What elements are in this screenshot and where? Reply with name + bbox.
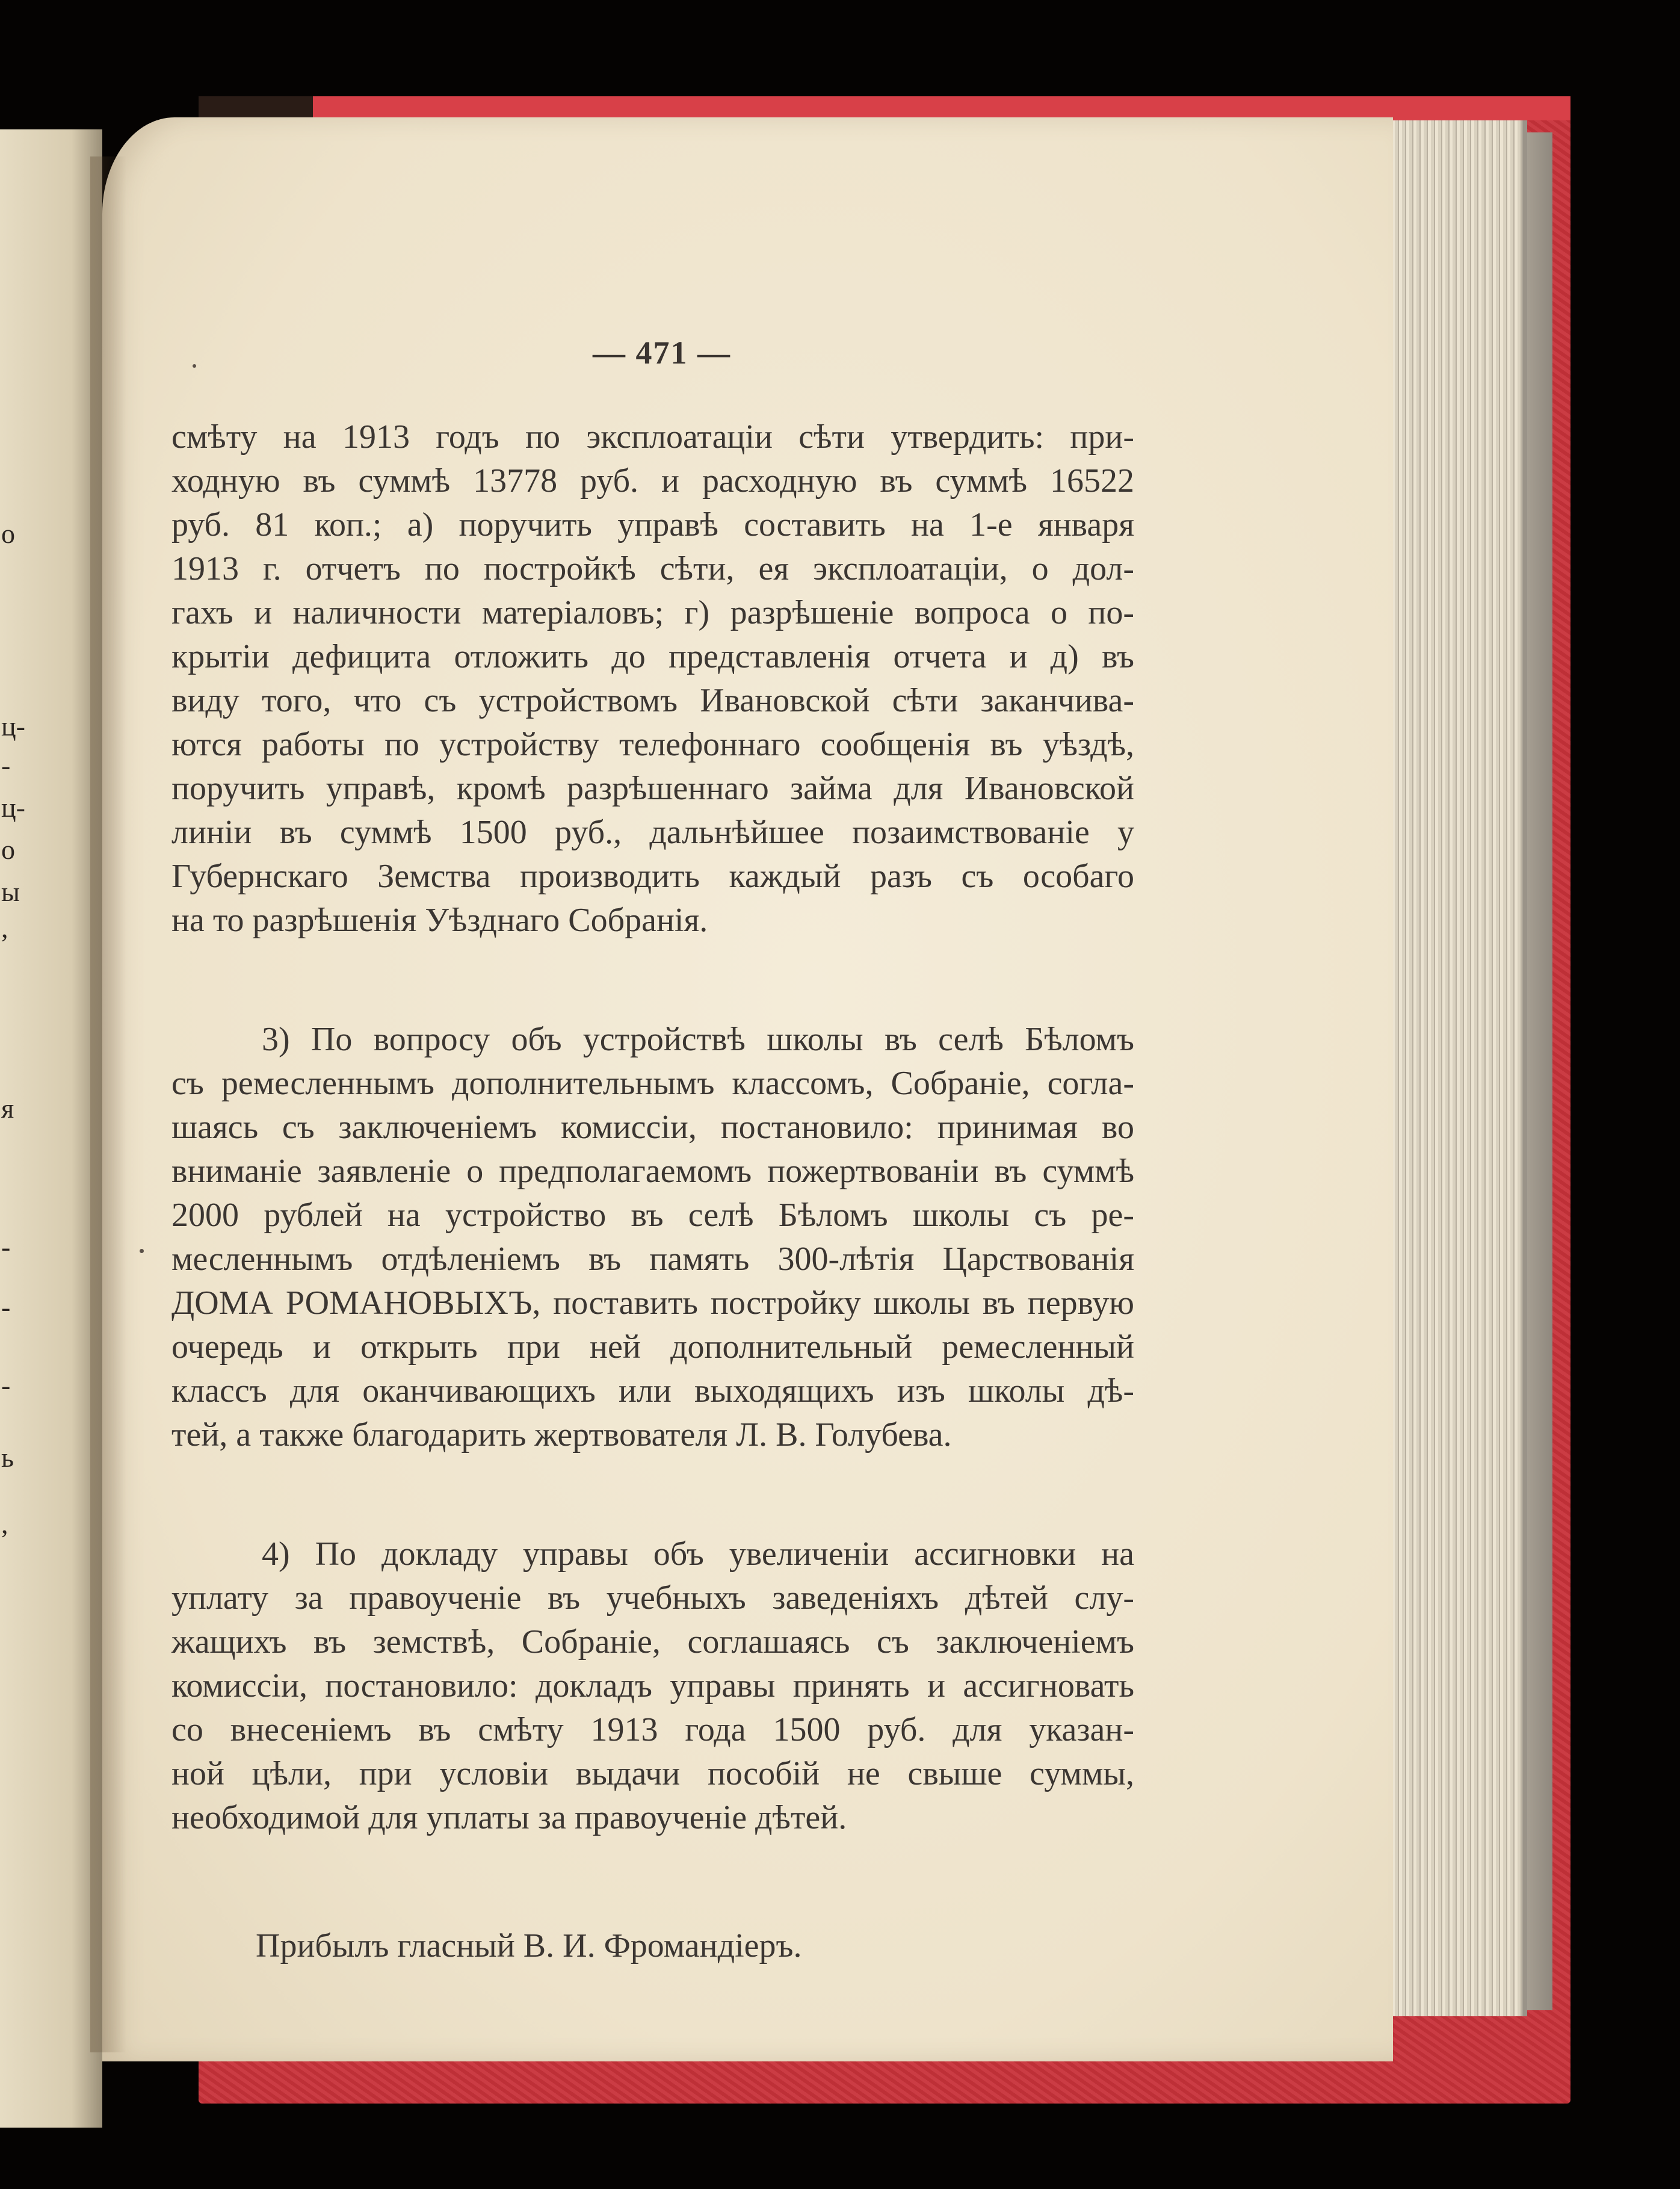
paragraph-gap: [171, 1840, 1134, 1924]
text-line: месленнымъ отдѣленіемъ въ память 300-лѣтія Царствованія: [171, 1240, 1134, 1278]
paragraph: [171, 1018, 1134, 1457]
text-line: вниманіе заявленіе о предполагаемомъ пожертвованіи въ суммѣ: [171, 1153, 1134, 1190]
text-line: 3) По вопросу объ устройствѣ школы въ селѣ Бѣломъ: [262, 1021, 1134, 1058]
left-fragment: -: [1, 1231, 11, 1262]
text-line: тей, а также благодарить жертвователя Л. В. Голубева.: [171, 1416, 952, 1454]
text-line: гахъ и наличности матеріаловъ; г) разрѣшеніе вопроса о по-: [171, 594, 1134, 631]
text-line: необходимой для уплаты за правоученіе дѣтей.: [171, 1799, 847, 1836]
left-fragment: -: [1, 750, 11, 781]
left-fragment: -: [1, 1292, 11, 1322]
paragraph: [171, 1532, 1134, 1840]
text-line: 1913 г. отчетъ по постройкѣ сѣти, ея эксплоатаціи, о дол-: [171, 550, 1134, 587]
page-gutter-shadow: [90, 156, 126, 2052]
left-fragment: ,: [1, 1508, 8, 1539]
text-line: комиссіи, постановило: докладъ управы принять и ассигновать: [171, 1667, 1134, 1704]
cover-top-edge: [199, 96, 1570, 120]
paper-speck: [140, 1249, 144, 1253]
paragraph-gap: [171, 943, 1134, 1018]
text-line: 2000 рублей на устройство въ селѣ Бѣломъ школы съ ре-: [171, 1197, 1134, 1234]
previous-page-sliver: [0, 129, 102, 2128]
paper-speck: [193, 364, 196, 368]
left-fragment: ы: [1, 876, 20, 907]
text-line: ются работы по устройству телефоннаго сообщенія въ уѣздѣ,: [171, 726, 1134, 763]
page-number: — 471 —: [593, 335, 731, 371]
left-fragment: я: [1, 1093, 14, 1124]
text-line: поручить управѣ, кромѣ разрѣшеннаго займа для Ивановской: [171, 770, 1134, 807]
left-fragment: ц-: [1, 792, 25, 823]
left-fragment: ь: [1, 1442, 14, 1473]
paragraph: [171, 1924, 1134, 1968]
text-line: Губернскаго Земства производить каждый разъ съ особаго: [171, 858, 1134, 895]
left-fragment: ц-: [1, 711, 25, 742]
text-line: очередь и открыть при ней дополнительный ремесленный: [171, 1328, 1134, 1366]
text-line: линіи въ суммѣ 1500 руб., дальнѣйшее позаимствованіе у: [171, 814, 1134, 851]
text-line: уплату за правоученіе въ учебныхъ заведеніяхъ дѣтей слу-: [171, 1579, 1134, 1617]
text-line: ДОМА РОМАНОВЫХЪ, поставить постройку школы въ первую: [171, 1284, 1134, 1322]
paragraph: [171, 415, 1134, 943]
text-line: крытіи дефицита отложить до представленія отчета и д) въ: [171, 638, 1134, 675]
text-line: виду того, что съ устройствомъ Ивановской сѣти заканчива-: [171, 682, 1134, 719]
text-line: смѣту на 1913 годъ по эксплоатаціи сѣти утвердить: при-: [171, 418, 1134, 456]
text-line: шаясь съ заключеніемъ комиссіи, постановило: принимая во: [171, 1109, 1134, 1146]
text-line: 4) По докладу управы объ увеличеніи ассигновки на: [262, 1535, 1134, 1573]
text-line: со внесеніемъ въ смѣту 1913 года 1500 руб. для указан-: [171, 1711, 1134, 1748]
left-fragment: -: [1, 1370, 11, 1401]
page-text: [171, 415, 1134, 1968]
left-fragment: о: [1, 834, 15, 865]
text-line: на то разрѣшенія Уѣзднаго Собранія.: [171, 902, 708, 939]
paragraph-gap: [171, 1457, 1134, 1532]
left-fragment: ,: [1, 912, 8, 943]
text-line: ходную въ суммѣ 13778 руб. и расходную въ суммѣ 16522: [171, 462, 1134, 500]
left-fragment: о: [1, 518, 15, 549]
text-line: классъ для оканчивающихъ или выходящихъ изъ школы дѣ-: [171, 1372, 1134, 1410]
text-line: Прибылъ гласный В. И. Фромандіеръ.: [256, 1927, 802, 1965]
text-line: ной цѣли, при условіи выдачи пособій не свыше суммы,: [171, 1755, 1134, 1792]
text-line: съ ремесленнымъ дополнительнымъ классомъ, Собраніе, согла-: [171, 1065, 1134, 1102]
text-line: руб. 81 коп.; а) поручить управѣ составить на 1-е января: [171, 506, 1134, 543]
text-line: жащихъ въ земствѣ, Собраніе, соглашаясь съ заключеніемъ: [171, 1623, 1134, 1661]
